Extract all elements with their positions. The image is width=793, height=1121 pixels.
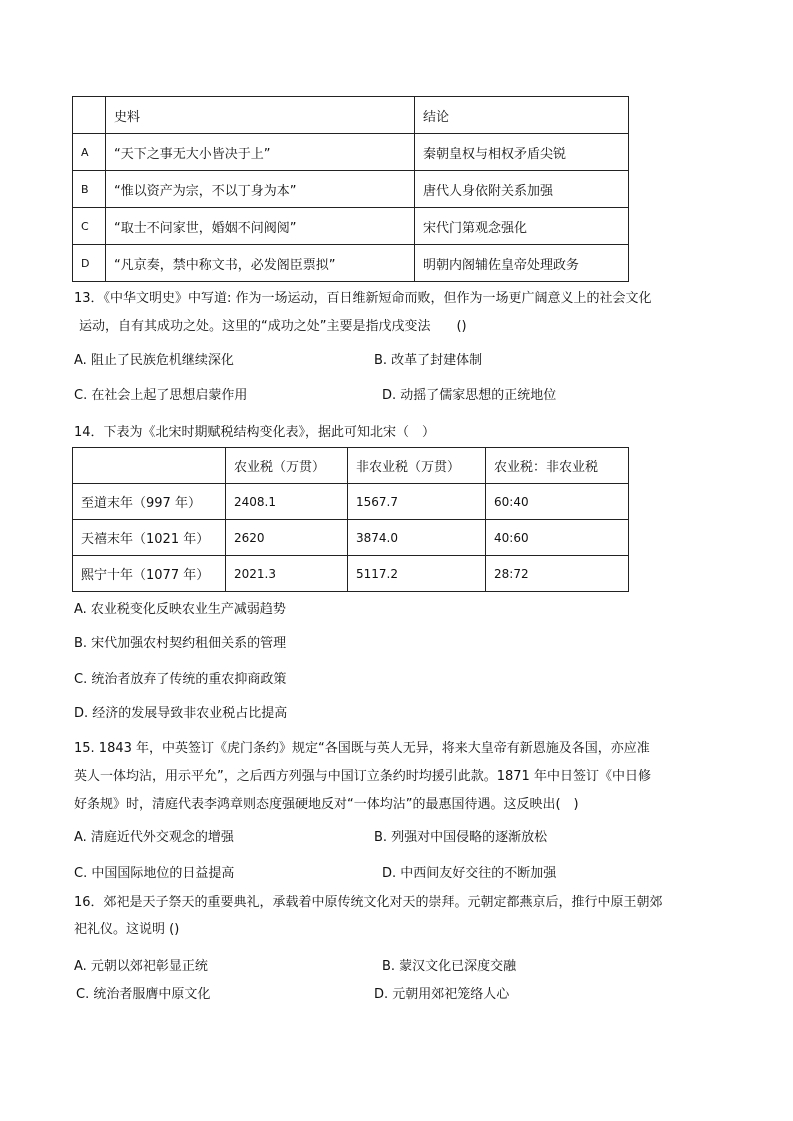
q14-option-b: B. 宋代加强农村契约租佃关系的管理 — [74, 636, 287, 651]
table-header-cell — [73, 448, 226, 484]
table-header-row — [73, 97, 629, 134]
q13-stem-line2: 运动，自有其成功之处。这里的“成功之处”主要是指戊戌变法 () — [79, 319, 467, 334]
table-cell: “取士不问家世，婚姻不问阀阅” — [106, 208, 415, 245]
q15-option-c: C. 中国国际地位的日益提高 — [74, 866, 235, 881]
q14-option-a: A. 农业税变化反映农业生产减弱趋势 — [74, 602, 286, 617]
table-header-cell — [73, 97, 106, 134]
table-row — [73, 556, 629, 592]
table-cell: 明朝内阁辅佐皇帝处理政务 — [415, 245, 629, 282]
q16-option-b: B. 蒙汉文化已深度交融 — [382, 959, 517, 974]
q15-stem-line3: 好条规》时，清庭代表李鸿章则态度强硬地反对“一体均沾”的最惠国待遇。这反映出( ) — [74, 797, 579, 812]
table-cell: 2021.3 — [226, 556, 348, 592]
table-cell: 60:40 — [486, 484, 629, 520]
table-cell: D — [73, 245, 106, 282]
q15-option-a: A. 清庭近代外交观念的增强 — [74, 830, 234, 845]
table-cell: 至道末年（997 年） — [73, 484, 226, 520]
table-cell: 1567.7 — [348, 484, 486, 520]
table-header-cell: 农业税（万贯） — [226, 448, 348, 484]
q13-option-b: B. 改革了封建体制 — [374, 353, 483, 368]
table-cell: 秦朝皇权与相权矛盾尖锐 — [415, 134, 629, 171]
table-header-cell: 农业税：非农业税 — [486, 448, 629, 484]
table-cell: 唐代人身依附关系加强 — [415, 171, 629, 208]
q14-option-d: D. 经济的发展导致非农业税占比提高 — [74, 706, 288, 721]
q16-option-a: A. 元朝以郊祀彰显正统 — [74, 959, 208, 974]
table-cell: 熙宁十年（1077 年） — [73, 556, 226, 592]
table-row — [73, 134, 629, 171]
q15-option-d: D. 中西间友好交往的不断加强 — [382, 866, 557, 881]
table-header-cell: 结论 — [415, 97, 629, 134]
tax-structure-table — [72, 447, 629, 592]
source-conclusion-table — [72, 96, 629, 282]
table-cell: 5117.2 — [348, 556, 486, 592]
q16-stem-line2: 祀礼仪。这说明 () — [74, 922, 180, 937]
table-cell: C — [73, 208, 106, 245]
q13-option-a: A. 阻止了民族危机继续深化 — [74, 353, 234, 368]
q15-stem-line2: 英人一体均沾，用示平允”，之后西方列强与中国订立条约时均援引此款。1871 年中日签订《中日修 — [74, 769, 651, 784]
q15-stem-line1: 15. 1843 年，中英签订《虎门条约》规定“各国既与英人无异，将来大皇帝有新恩施及各国，亦应准 — [74, 741, 650, 756]
table-cell: “凡京奏，禁中称文书，必发阁臣票拟” — [106, 245, 415, 282]
q15-option-b: B. 列强对中国侵略的逐渐放松 — [374, 830, 548, 845]
table-row — [73, 245, 629, 282]
table-cell: 2408.1 — [226, 484, 348, 520]
table-cell: 2620 — [226, 520, 348, 556]
table-cell: 宋代门第观念强化 — [415, 208, 629, 245]
table-row — [73, 520, 629, 556]
q13-option-d: D. 动摇了儒家思想的正统地位 — [382, 388, 557, 403]
table-cell: A — [73, 134, 106, 171]
table-cell: 天禧末年（1021 年） — [73, 520, 226, 556]
table-cell: B — [73, 171, 106, 208]
table-row — [73, 171, 629, 208]
table-header-row — [73, 448, 629, 484]
table-header-cell: 史料 — [106, 97, 415, 134]
table-row — [73, 484, 629, 520]
q16-option-c: C. 统治者服膺中原文化 — [76, 987, 211, 1002]
table-cell: “天下之事无大小皆决于上” — [106, 134, 415, 171]
q14-option-c: C. 统治者放弃了传统的重农抑商政策 — [74, 672, 287, 687]
table-header-cell: 非农业税（万贯） — [348, 448, 486, 484]
table-cell: 3874.0 — [348, 520, 486, 556]
table-cell: 28:72 — [486, 556, 629, 592]
q16-option-d: D. 元朝用郊祀笼络人心 — [374, 987, 510, 1002]
table-row — [73, 208, 629, 245]
q13-stem-line1: 13．《中华文明史》中写道: 作为一场运动，百日维新短命而败，但作为一场更广阔意义上的社会文化 — [74, 291, 652, 306]
q14-stem-line1: 14．下表为《北宋时期赋税结构变化表》，据此可知北宋（ ） — [74, 425, 436, 440]
table-cell: 40:60 — [486, 520, 629, 556]
table-cell: “惟以资产为宗，不以丁身为本” — [106, 171, 415, 208]
q13-option-c: C. 在社会上起了思想启蒙作用 — [74, 388, 248, 403]
q16-stem-line1: 16．郊祀是天子祭天的重要典礼，承载着中原传统文化对天的崇拜。元朝定都燕京后，推行中原王朝郊 — [74, 895, 663, 910]
